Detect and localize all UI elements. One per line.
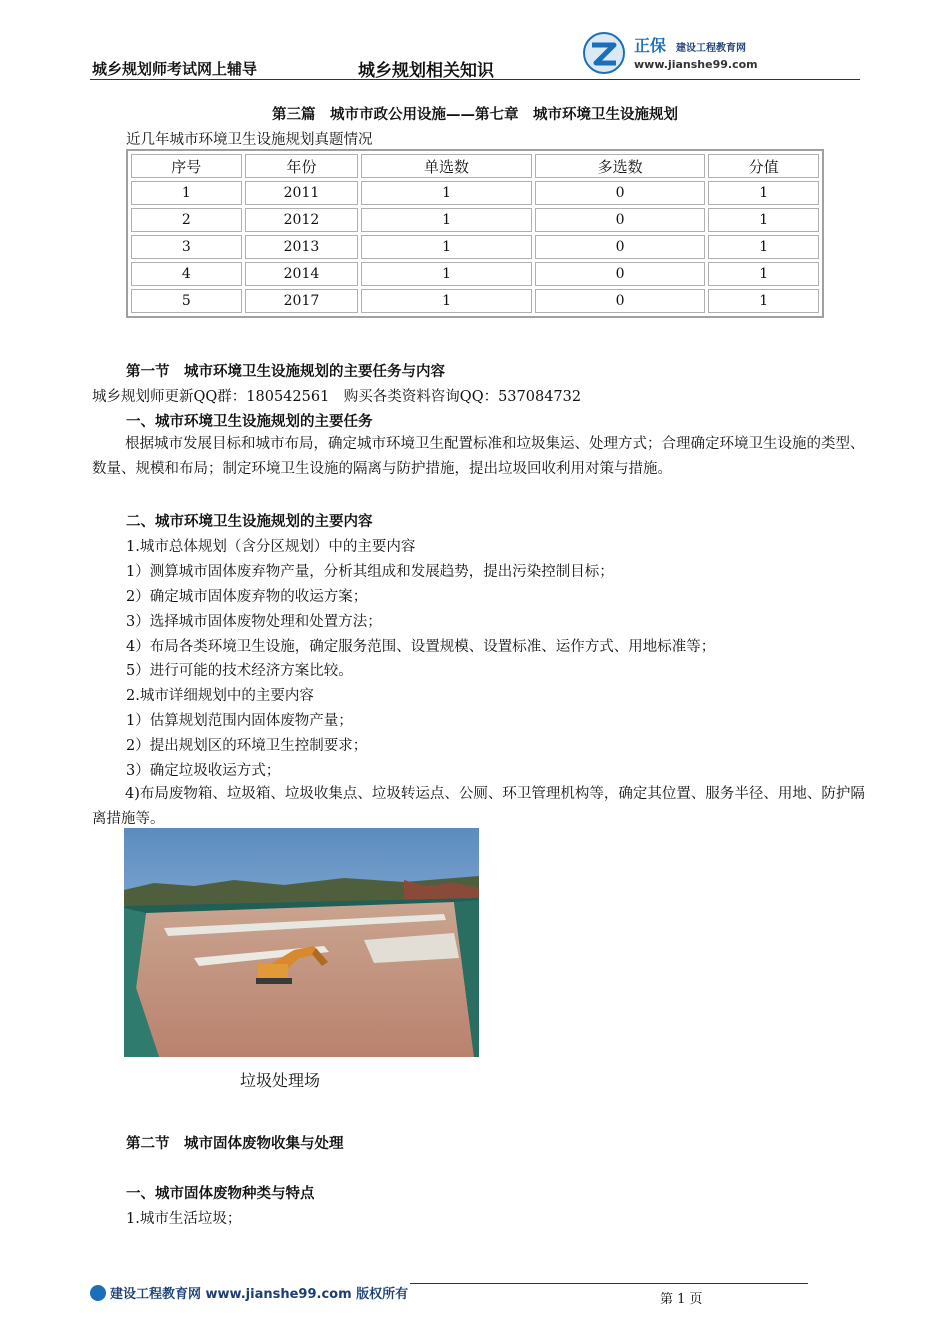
table-cell: 1 — [361, 208, 532, 232]
section1-sub1-paragraph: 根据城市发展目标和城市布局，确定城市环境卫生配置标准和垃圾集运、处理方式；合理确定环境卫生设施的类型、数量、规模和布局；制定环境卫生设施的隔离与防护措施，提出垃圾回收利用对策与措施。 — [92, 436, 865, 477]
section2-sub1-heading: 一、城市固体废物种类与特点 — [126, 1186, 315, 1202]
exam-stats-table — [126, 149, 824, 318]
logo-subtitle: 建设工程教育网 — [676, 43, 746, 54]
table-cell: 0 — [535, 235, 706, 259]
table-header-cell: 单选数 — [361, 154, 532, 178]
table-cell: 2011 — [245, 181, 359, 205]
table-cell: 0 — [535, 262, 706, 286]
content-line: 1.城市生活垃圾； — [126, 1211, 242, 1227]
table-cell: 1 — [708, 181, 819, 205]
table-header-cell: 年份 — [245, 154, 359, 178]
table-cell: 1 — [708, 208, 819, 232]
content-line: 4）布局各类环境卫生设施，确定服务范围、设置规模、设置标准、运作方式、用地标准等； — [126, 639, 716, 655]
logo-url: www.jianshe99.com — [634, 58, 758, 71]
content-line: 2.城市详细规划中的主要内容 — [126, 688, 314, 704]
footer-copyright[interactable] — [90, 1283, 408, 1302]
header-left-title: 城乡规划师考试网上辅导 — [92, 60, 258, 78]
table-row — [131, 289, 819, 313]
table-cell: 1 — [131, 181, 242, 205]
content-line: 5）进行可能的技术经济方案比较。 — [126, 663, 353, 679]
header-center-title: 城乡规划相关知识 — [358, 61, 494, 81]
content-line: 1）测算城市固体废弃物产量，分析其组成和发展趋势，提出污染控制目标； — [126, 564, 614, 580]
landfill-photo — [124, 828, 479, 1057]
logo-swirl-icon — [582, 31, 628, 75]
table-cell: 1 — [708, 262, 819, 286]
table-header-cell: 序号 — [131, 154, 242, 178]
table-header-cell: 分值 — [708, 154, 819, 178]
content-last-paragraph: 4)布局废物箱、垃圾箱、垃圾收集点、垃圾转运点、公厕、环卫管理机构等，确定其位置、服务半径、用地、防护隔离措施等。 — [92, 786, 865, 827]
table-cell: 2 — [131, 208, 242, 232]
table-cell: 1 — [708, 235, 819, 259]
content-line: 3）选择城市固体废物处理和处置方法； — [126, 614, 382, 630]
table-cell: 1 — [708, 289, 819, 313]
content-line: 2）确定城市固体废弃物的收运方案； — [126, 589, 368, 605]
table-row — [131, 262, 819, 286]
footer-text: 建设工程教育网 www.jianshe99.com 版权所有 — [110, 1287, 409, 1302]
table-cell: 2017 — [245, 289, 359, 313]
logo-brand: 正保 — [634, 36, 667, 55]
table-caption: 近几年城市环境卫生设施规划真题情况 — [126, 132, 373, 148]
table-cell: 0 — [535, 208, 706, 232]
section1-sub1-heading: 一、城市环境卫生设施规划的主要任务 — [126, 414, 373, 430]
section2-heading: 第二节 城市固体废物收集与处理 — [126, 1136, 344, 1152]
table-cell: 0 — [535, 289, 706, 313]
landfill-illustration — [124, 828, 479, 1057]
table-cell: 1 — [361, 262, 532, 286]
table-cell: 2013 — [245, 235, 359, 259]
table-cell: 2014 — [245, 262, 359, 286]
table-cell: 4 — [131, 262, 242, 286]
content-line: 2）提出规划区的环境卫生控制要求； — [126, 738, 368, 754]
table-cell: 1 — [361, 235, 532, 259]
table-cell: 2012 — [245, 208, 359, 232]
table-cell: 5 — [131, 289, 242, 313]
table-row — [131, 208, 819, 232]
section1-heading: 第一节 城市环境卫生设施规划的主要任务与内容 — [126, 364, 445, 380]
table-row — [131, 235, 819, 259]
qq-info-line: 城乡规划师更新QQ群：180542561 购买各类资料咨询QQ：537084732 — [92, 389, 582, 405]
chapter-title: 第三篇 城市市政公用设施——第七章 城市环境卫生设施规划 — [272, 107, 678, 123]
table-header-cell: 多选数 — [535, 154, 706, 178]
section1-sub2-heading: 二、城市环境卫生设施规划的主要内容 — [126, 514, 373, 530]
page-number: 第 1 页 — [660, 1292, 703, 1307]
table-cell: 1 — [361, 289, 532, 313]
footer-divider — [410, 1283, 808, 1284]
header-divider — [90, 79, 860, 80]
table-cell: 3 — [131, 235, 242, 259]
table-cell: 0 — [535, 181, 706, 205]
footer-logo-icon — [90, 1285, 106, 1301]
table-row — [131, 181, 819, 205]
table-cell: 1 — [361, 181, 532, 205]
content-line: 1.城市总体规划（含分区规划）中的主要内容 — [126, 539, 416, 555]
content-line: 3）确定垃圾收运方式； — [126, 763, 281, 779]
table-header-row — [131, 154, 819, 178]
content-line: 1）估算规划范围内固体废物产量； — [126, 713, 353, 729]
site-logo[interactable] — [582, 29, 782, 77]
photo-caption: 垃圾处理场 — [240, 1071, 321, 1090]
